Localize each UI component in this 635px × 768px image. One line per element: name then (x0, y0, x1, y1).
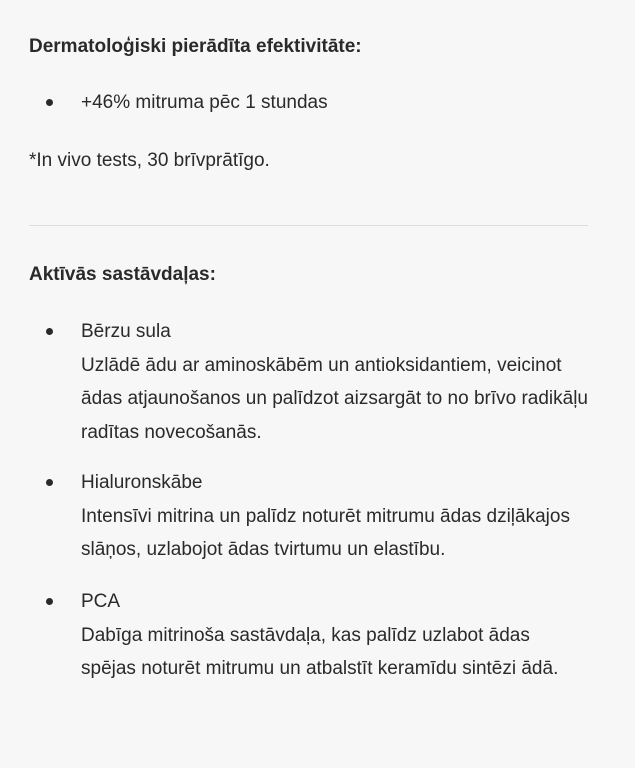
efficacy-list (29, 86, 589, 120)
ingredient-name: PCA (81, 591, 121, 612)
section-divider (29, 225, 588, 226)
ingredients-list (29, 585, 589, 686)
ingredient-description: Dabīga mitrinoša sastāvdaļa, kas palīdz uzlabot ādas spējas noturēt mitrumu un atbalstīt keramīdu sintēzi ādā. (81, 624, 559, 679)
bullet-icon (46, 99, 53, 106)
list-item (29, 315, 589, 449)
bullet-icon (46, 328, 53, 335)
ingredient-name: Bērzu sula (81, 321, 171, 342)
ingredients-heading: Aktīvās sastāvdaļas: (29, 264, 216, 285)
ingredient-description: Uzlādē ādu ar aminoskābēm un antioksidantiem, veicinot ādas atjaunošanos un palīdzot aizsargāt to no brīvo radikāļu radītas novecošanās. (81, 354, 588, 443)
ingredient-name: Hialuronskābe (81, 472, 203, 493)
efficacy-heading: Dermatoloģiski pierādīta efektivitāte: (29, 36, 362, 57)
bullet-icon (46, 598, 53, 605)
efficacy-claim: +46% mitruma pēc 1 stundas (81, 92, 328, 113)
bullet-icon (46, 479, 53, 486)
ingredient-description: Intensīvi mitrina un palīdz noturēt mitrumu ādas dziļākajos slāņos, uzlabojot ādas tvirtumu un elastību. (81, 505, 570, 560)
list-item (29, 585, 589, 686)
ingredients-list (29, 466, 589, 567)
efficacy-footnote: *In vivo tests, 30 brīvprātīgo. (29, 150, 270, 171)
ingredients-list (29, 315, 589, 449)
list-item (29, 466, 589, 567)
list-item (29, 86, 589, 120)
